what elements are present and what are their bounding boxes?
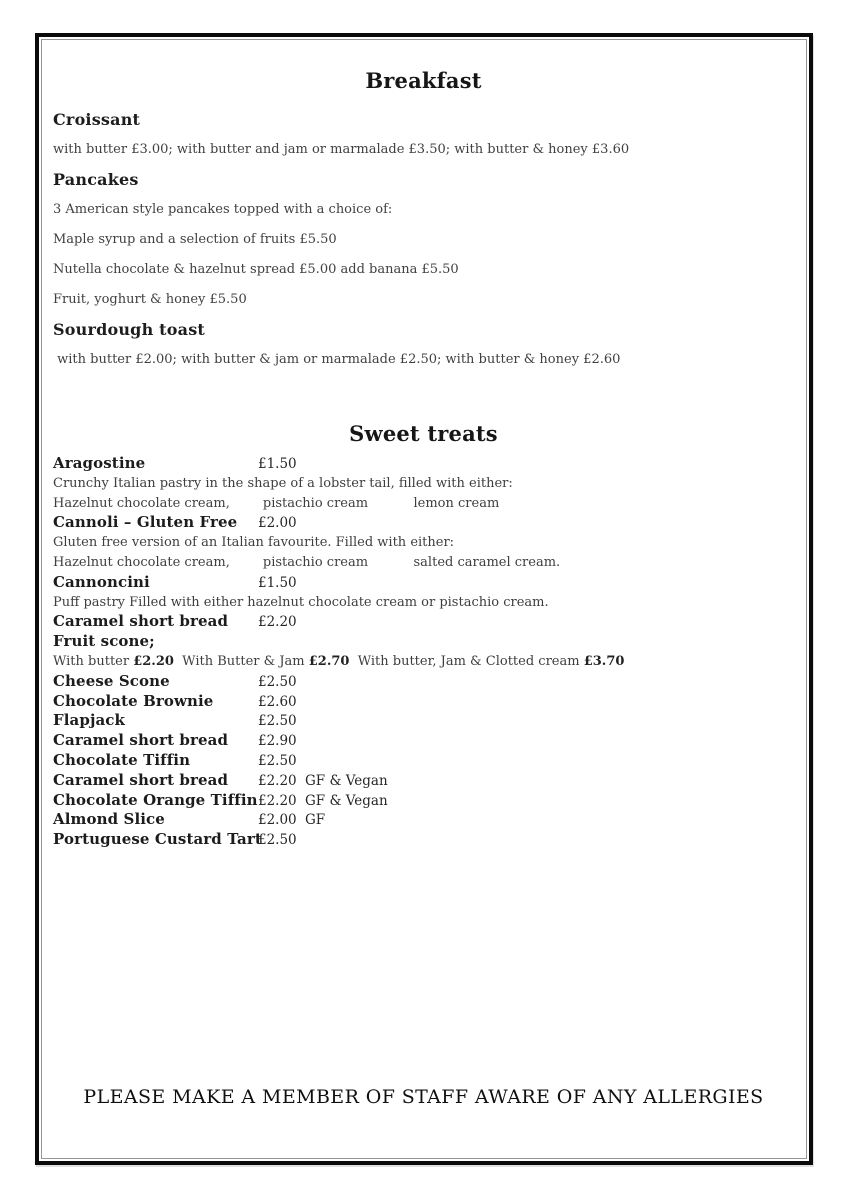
page-border-frame: [35, 33, 813, 1165]
breakfast-item-text: Nutella chocolate & hazelnut spread £5.00 add banana £5.50: [53, 262, 459, 277]
menu-item-name: Aragostine: [53, 454, 146, 472]
price-option-label: With butter, Jam & Clotted cream: [349, 653, 584, 669]
menu-item-name: Cannoli – Gluten Free: [53, 513, 238, 532]
menu-item-row: [53, 513, 794, 533]
menu-item-description: Hazelnut chocolate cream, pistachio cream lemon cream: [53, 495, 500, 511]
menu-item-description: Hazelnut chocolate cream, pistachio cream salted caramel cream.: [53, 554, 561, 570]
menu-item-name: Flapjack: [53, 711, 126, 730]
menu-item-price: £1.50: [258, 456, 297, 472]
menu-item-dietary-tag: GF: [305, 812, 326, 829]
menu-item-description: Gluten free version of an Italian favourite. Filled with either:: [53, 535, 455, 551]
menu-item-row: [53, 791, 794, 811]
breakfast-item-heading: Croissant: [53, 110, 141, 129]
menu-item-row: [53, 454, 794, 474]
menu-item-price: £2.00: [258, 515, 297, 532]
menu-item-price: £2.20: [258, 614, 297, 631]
menu-item-price-options: [53, 652, 794, 672]
menu-item-price: £2.20: [258, 772, 297, 789]
menu-item-price: £2.90: [258, 733, 297, 750]
menu-item-name: Caramel short bread: [53, 731, 229, 750]
price-value: £2.20: [133, 653, 174, 669]
menu-item-name: Cannoncini: [53, 572, 150, 591]
menu-item-row: [53, 830, 794, 850]
breakfast-item-text: with butter £2.00; with butter & jam or marmalade £2.50; with butter & honey £2.60: [53, 352, 621, 367]
menu-item-row: [53, 632, 794, 652]
breakfast-section-title: Breakfast: [365, 68, 482, 93]
menu-item-row: [53, 573, 794, 593]
menu-item-description: Crunchy Italian pastry in the shape of a lobster tail, filled with either:: [53, 475, 513, 491]
menu-item-row: [53, 692, 794, 712]
allergy-notice: PLEASE MAKE A MEMBER OF STAFF AWARE OF ANY ALLERGIES: [83, 1085, 764, 1108]
sweet-treats-list: [53, 454, 794, 850]
menu-item-row: [53, 711, 794, 731]
menu-item-price: £2.50: [258, 752, 297, 769]
menu-item-name: Chocolate Tiffin: [53, 750, 191, 769]
menu-item-price: £2.50: [258, 832, 297, 849]
menu-item-name: Cheese Scone: [53, 671, 170, 690]
breakfast-item-text: with butter £3.00; with butter and jam or marmalade £3.50; with butter & honey £3.60: [53, 142, 630, 157]
menu-item-description: Puff pastry Filled with either hazelnut chocolate cream or pistachio cream.: [53, 594, 549, 610]
menu-item-name: Caramel short bread: [53, 612, 229, 631]
menu-content: [42, 40, 806, 1158]
price-value: £2.70: [308, 653, 350, 669]
menu-item-row: [53, 731, 794, 751]
menu-item-price: £1.50: [258, 574, 297, 591]
price-option-label: With butter: [53, 653, 134, 669]
breakfast-item-text: 3 American style pancakes topped with a choice of:: [53, 202, 393, 217]
menu-item-price: £2.50: [258, 713, 297, 730]
menu-item-row: [53, 810, 794, 830]
menu-item-name: Caramel short bread: [53, 770, 229, 789]
menu-item-name: Chocolate Orange Tiffin: [53, 790, 258, 809]
price-value: £3.70: [583, 653, 625, 669]
menu-item-dietary-tag: GF & Vegan: [305, 792, 388, 809]
breakfast-item-text: Maple syrup and a selection of fruits £5.50: [53, 232, 337, 247]
page-border-inner-line: [41, 39, 807, 1159]
menu-item-price: £2.20: [258, 792, 297, 809]
menu-item-name: Fruit scone;: [53, 632, 155, 651]
menu-item-row: [53, 771, 794, 791]
menu-item-row: [53, 612, 794, 632]
menu-item-dietary-tag: GF & Vegan: [305, 772, 388, 789]
breakfast-item-heading: Sourdough toast: [53, 320, 205, 339]
breakfast-blocks: [53, 105, 794, 375]
menu-item-price: £2.50: [258, 673, 297, 690]
menu-item-row: [53, 751, 794, 771]
menu-item-row: [53, 672, 794, 692]
menu-item-price: £2.60: [258, 693, 297, 710]
price-option-label: With Butter & Jam: [173, 653, 309, 669]
breakfast-item-heading: Pancakes: [53, 170, 139, 189]
breakfast-item-text: Fruit, yoghurt & honey £5.50: [53, 292, 247, 307]
menu-item-price: £2.00: [258, 812, 297, 829]
menu-item-name: Almond Slice: [53, 810, 165, 829]
sweet-treats-section-title: Sweet treats: [349, 421, 498, 446]
menu-item-name: Chocolate Brownie: [53, 691, 214, 710]
menu-item-name: Portuguese Custard Tart: [53, 830, 262, 849]
